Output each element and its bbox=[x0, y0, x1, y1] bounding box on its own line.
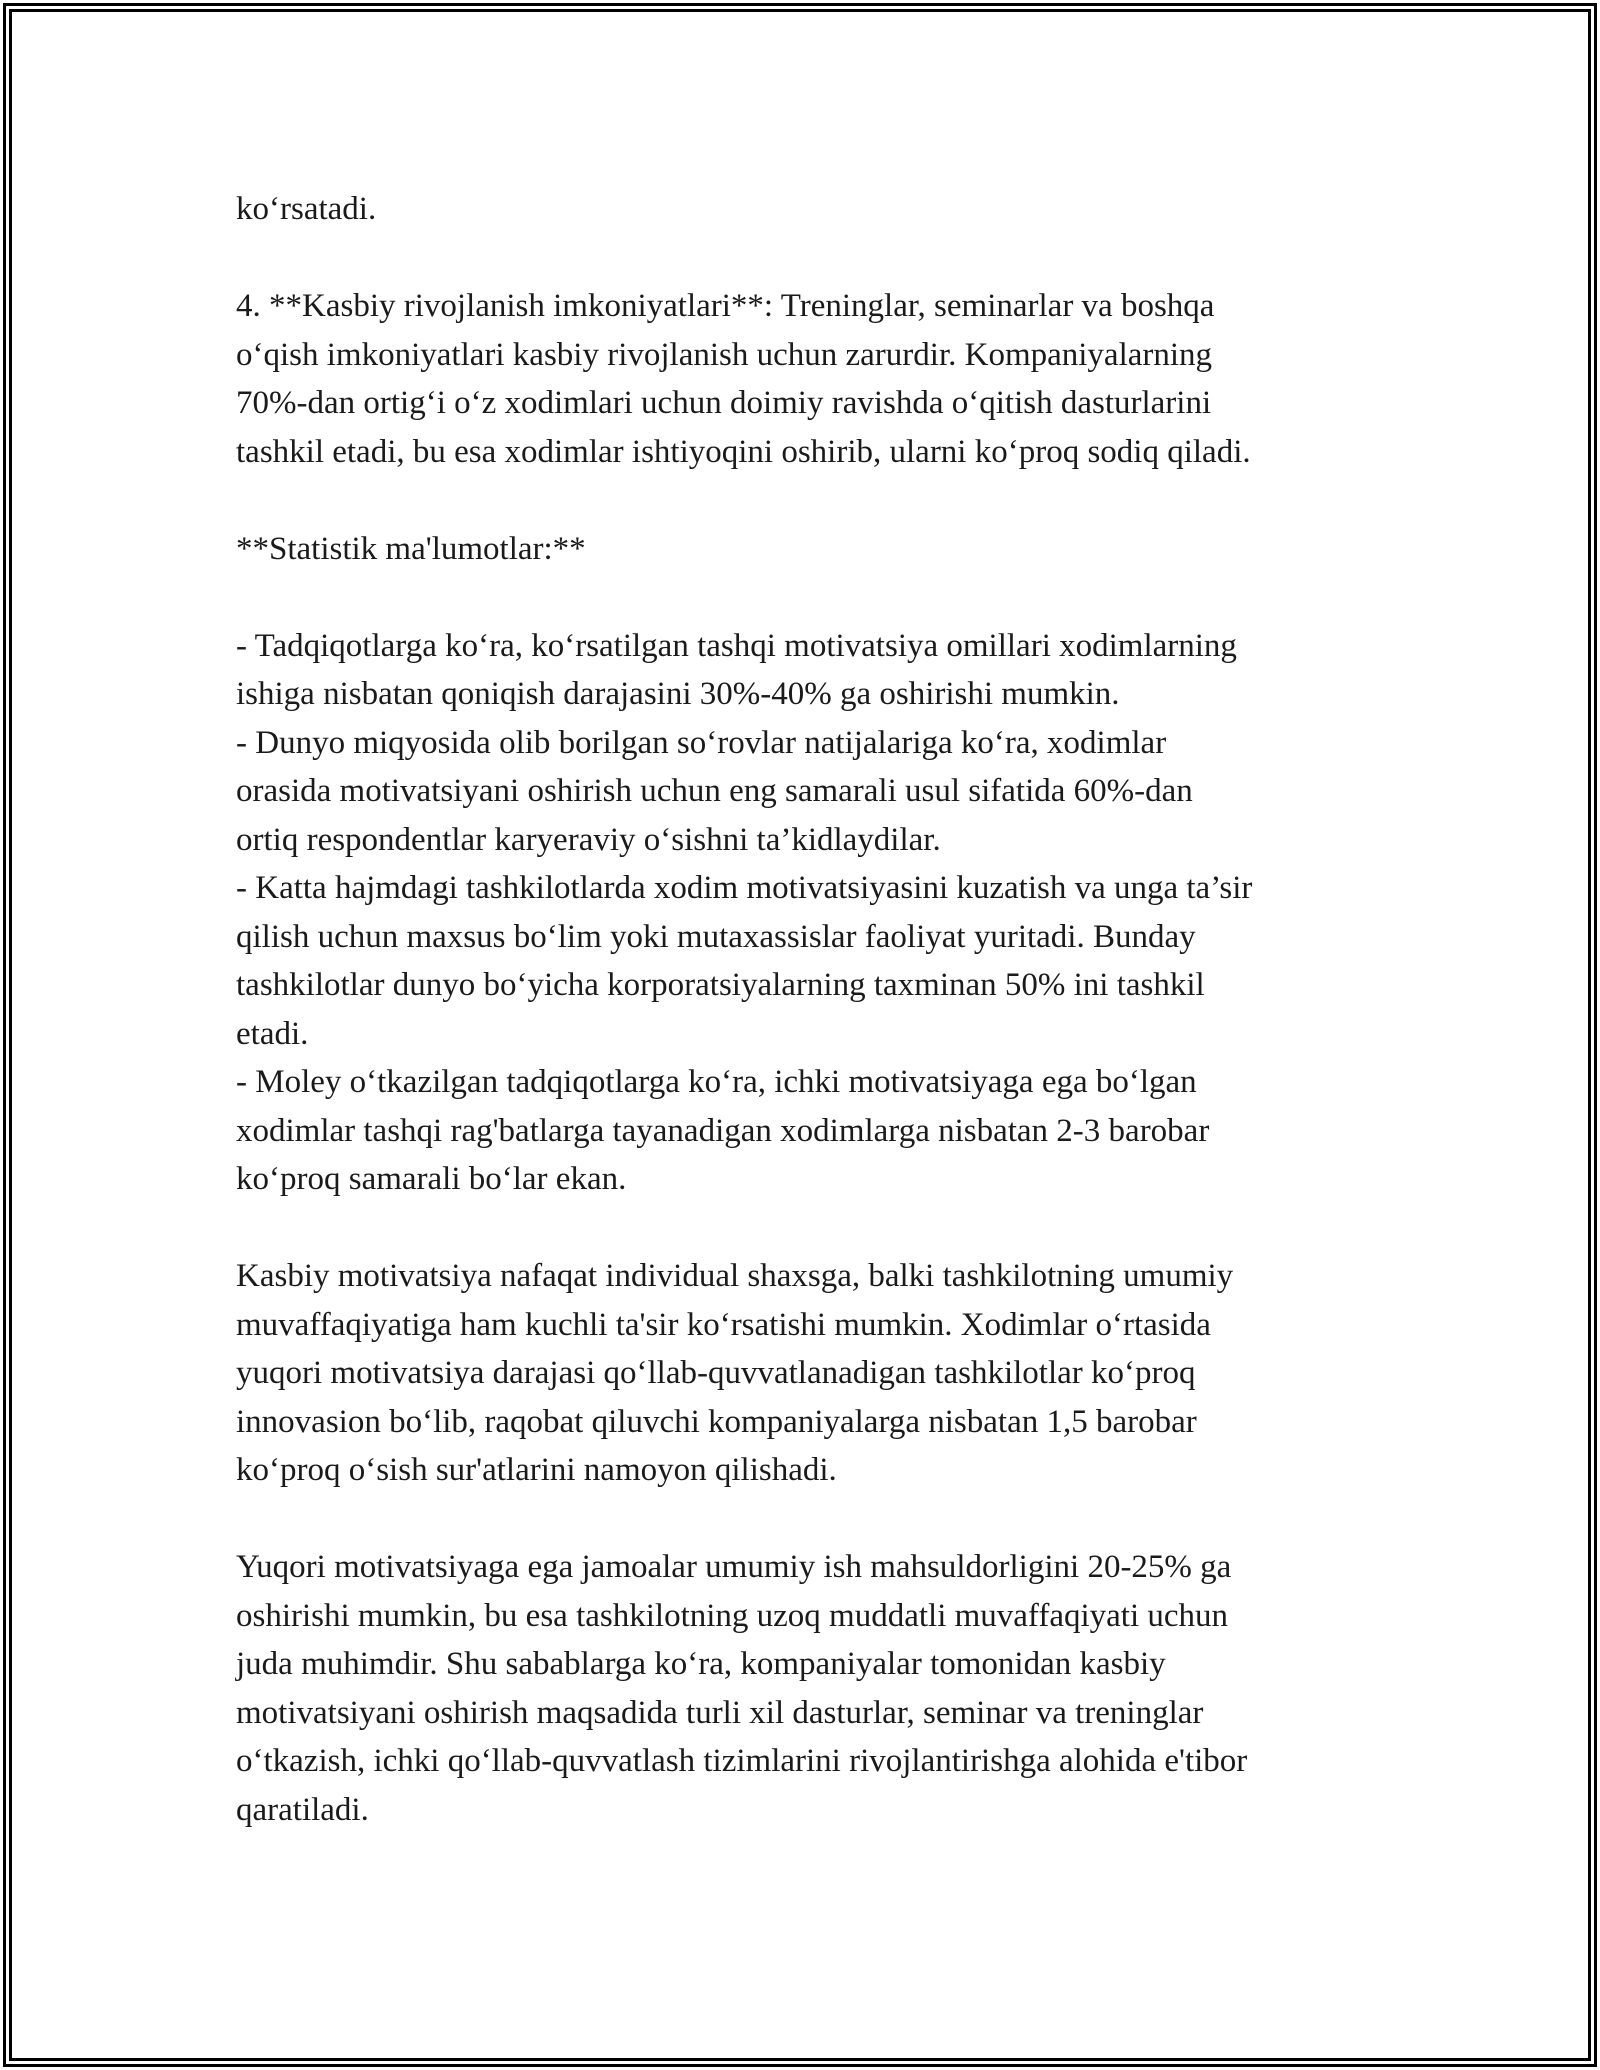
paragraph-organizational-success: Kasbiy motivatsiya nafaqat individual shaxsga, balki tashkilotning umumiy muvaffaqiyatiga ham kuchli ta'sir ko‘rsatishi mumkin. Xodimlar o‘rtasida yuqori motivatsiya darajasi qo‘llab-quvvatlanadigan tashkilotlar ko‘proq innovasion bo‘lib, raqobat qiluvchi kompaniyalarga nisbatan 1,5 barobar ko‘proq o‘sish sur'atlarini namoyon qilishadi. bbox=[236, 1258, 1234, 1488]
paragraph-professional-development: 4. **Kasbiy rivojlanish imkoniyatlari**: Treninglar, seminarlar va boshqa o‘qish imkoniyatlari kasbiy rivojlanish uchun zarurdir. Kompaniyalarning 70%-dan ortig‘i o‘z xodimlari uchun doimiy ravishda o‘qitish dasturlarini tashkil etadi, bu esa xodimlar ishtiyoqini oshirib, ularni ko‘proq sodiq qiladi. bbox=[236, 288, 1251, 470]
paragraph-continuation: ko‘rsatadi. bbox=[236, 191, 377, 227]
statistics-list: - Tadqiqotlarga ko‘ra, ko‘rsatilgan tashqi motivatsiya omillari xodimlarning ishiga nisbatan qoniqish darajasini 30%-40% ga oshirishi mumkin. - Dunyo miqyosida olib borilgan so‘rovlar natijalariga ko‘ra, xodimlar orasida motivatsiyani oshirish uchun eng samarali usul sifatida 60%-dan ortiq respondentlar karyeraviy o‘sishni ta’kidlaydilar. - Katta hajmdagi tashkilotlarda xodim motivatsiyasini kuzatish va unga ta’sir qilish uchun maxsus bo‘lim yoki mutaxassislar faoliyat yuritadi. Bunday tashkilotlar dunyo bo‘yicha korporatsiyalarning taxminan 50% ini tashkil etadi. - Moley o‘tkazilgan tadqiqotlarga ko‘ra, ichki motivatsiyaga ega bo‘lgan xodimlar tashqi rag'batlarga tayanadigan xodimlarga nisbatan 2-3 barobar ko‘proq samarali bo‘lar ekan. bbox=[236, 627, 1253, 1197]
document-body bbox=[236, 185, 1376, 1834]
paragraph-team-productivity: Yuqori motivatsiyaga ega jamoalar umumiy ish mahsuldorligini 20-25% ga oshirishi mumkin, bu esa tashkilotning uzoq muddatli muvaffaqiyati uchun juda muhimdir. Shu sabablarga ko‘ra, kompaniyalar tomonidan kasbiy motivatsiyani oshirish maqsadida turli xil dasturlar, seminar va treninglar o‘tkazish, ichki qo‘llab-quvvatlash tizimlarini rivojlantirishga alohida e'tibor qaratiladi. bbox=[236, 1549, 1248, 1828]
statistics-heading: **Statistik ma'lumotlar:** bbox=[236, 530, 586, 567]
